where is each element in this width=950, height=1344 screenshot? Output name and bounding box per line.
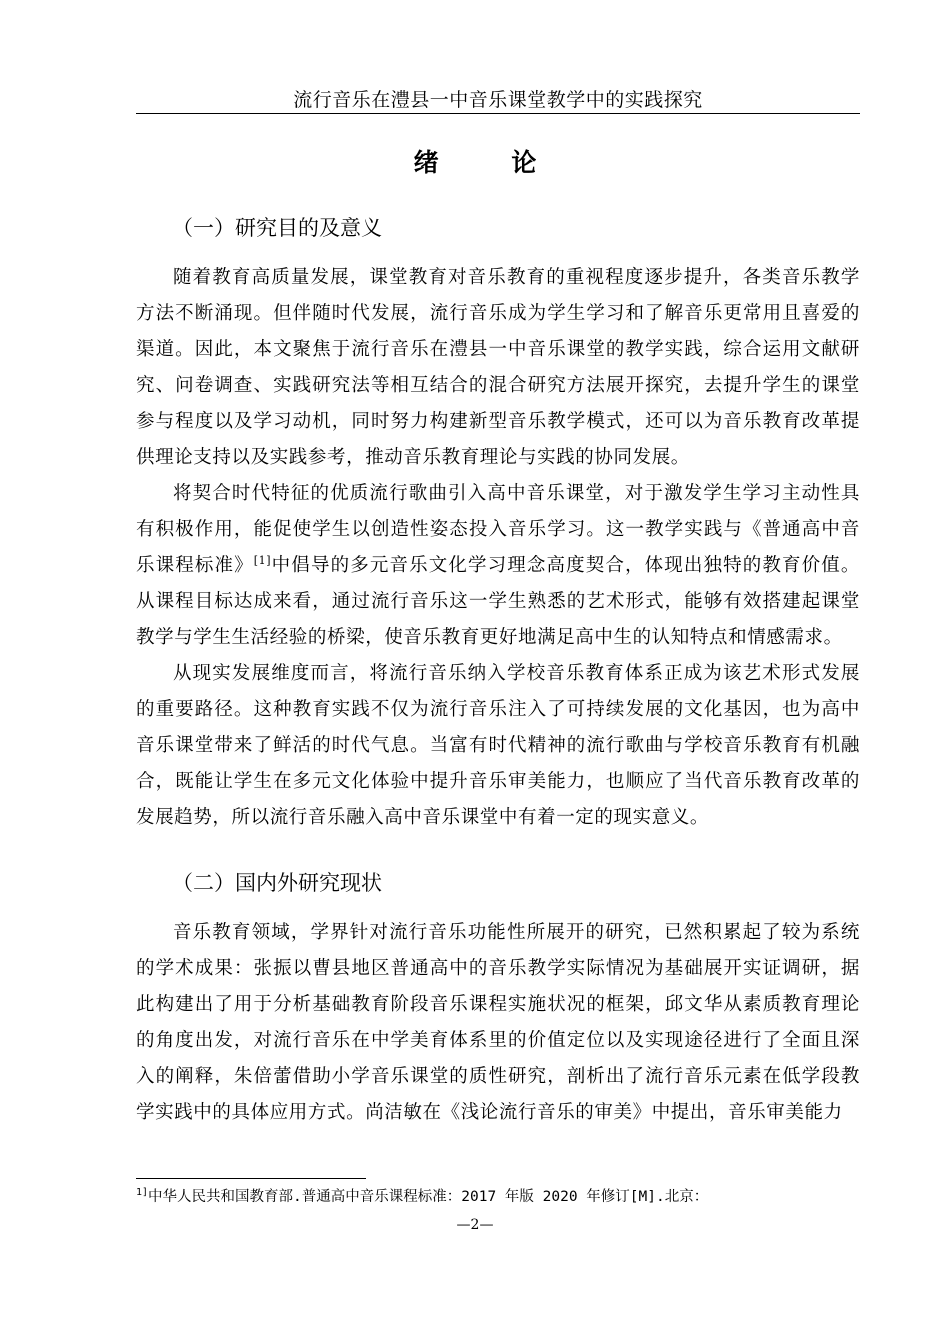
section-heading-purpose: （一）研究目的及意义 — [172, 216, 382, 240]
paragraph: 随着教育高质量发展，课堂教育对音乐教育的重视程度逐步提升，各类音乐教学方法不断涌现。但伴随时代发展，流行音乐成为学生学习和了解音乐更常用且喜爱的渠道。因此，本文聚焦于流行音乐在澧县一中音乐课堂的教学实践，综合运用文献研究、问卷调查、实践研究法等相互结合的混合研究方法展开探究，去提升学生的课堂参与程度以及学习动机，同时努力构建新型音乐教学模式，还可以为音乐教育改革提供理论支持以及实践参考，推动音乐教育理论与实践的协同发展。 — [136, 267, 860, 468]
citation-ref[interactable]: [1] — [253, 553, 272, 567]
header-rule — [136, 113, 860, 114]
section-body-status — [136, 915, 860, 1131]
paragraph: 从现实发展维度而言，将流行音乐纳入学校音乐教育体系正成为该艺术形式发展的重要路径。这种教育实践不仅为流行音乐注入了可持续发展的文化基因，也为高中音乐课堂带来了鲜活的时代气息。当富有时代精神的流行歌曲与学校音乐教育有机融合，既能让学生在多元文化体验中提升音乐审美能力，也顺应了当代音乐教育改革的发展趋势，所以流行音乐融入高中音乐课堂中有着一定的现实意义。 — [136, 663, 860, 828]
paragraph-text: 将契合时代特征的优质流行歌曲引入高中音乐课堂，对于激发学生学习主动性具有积极作用，能促使学生以创造性姿态投入音乐学习。这一教学实践与《普通高中音乐课程标准》 — [136, 483, 860, 576]
running-header: 流行音乐在澧县一中音乐课堂教学中的实践探究 — [293, 89, 703, 111]
section-body-purpose — [136, 260, 860, 836]
footnote-rule — [136, 1178, 366, 1179]
paragraph-with-citation — [136, 476, 860, 656]
footnote-text: 中华人民共和国教育部.普通高中音乐课程标准：2017 年版 2020 年修订[M].北京： — [148, 1189, 709, 1205]
footnote — [136, 1187, 860, 1207]
paragraph-text: 中倡导的多元音乐文化学习理念高度契合，体现出独特的教育价值。从课程目标达成来看，通过流行音乐这一学生熟悉的艺术形式，能够有效搭建起课堂教学与学生生活经验的桥梁，使音乐教育更好地满足高中生的认知特点和情感需求。 — [136, 555, 860, 648]
page-number: —2— — [456, 1217, 494, 1233]
section-heading-status: （二）国内外研究现状 — [172, 871, 382, 895]
footnote-mark: 1] — [136, 1187, 149, 1199]
paragraph: 音乐教育领域，学界针对流行音乐功能性所展开的研究，已然积累起了较为系统的学术成果：张振以曹县地区普通高中的音乐教学实际情况为基础展开实证调研，据此构建出了用于分析基础教育阶段音乐课程实施状况的框架，邱文华从素质教育理论的角度出发，对流行音乐在中学美育体系里的价值定位以及实现途径进行了全面且深入的阐释，朱倍蕾借助小学音乐课堂的质性研究，剖析出了流行音乐元素在低学段教学实践中的具体应用方式。尚洁敏在《浅论流行音乐的审美》中提出，音乐审美能力 — [136, 922, 860, 1123]
chapter-title: 绪 论 — [413, 148, 569, 177]
